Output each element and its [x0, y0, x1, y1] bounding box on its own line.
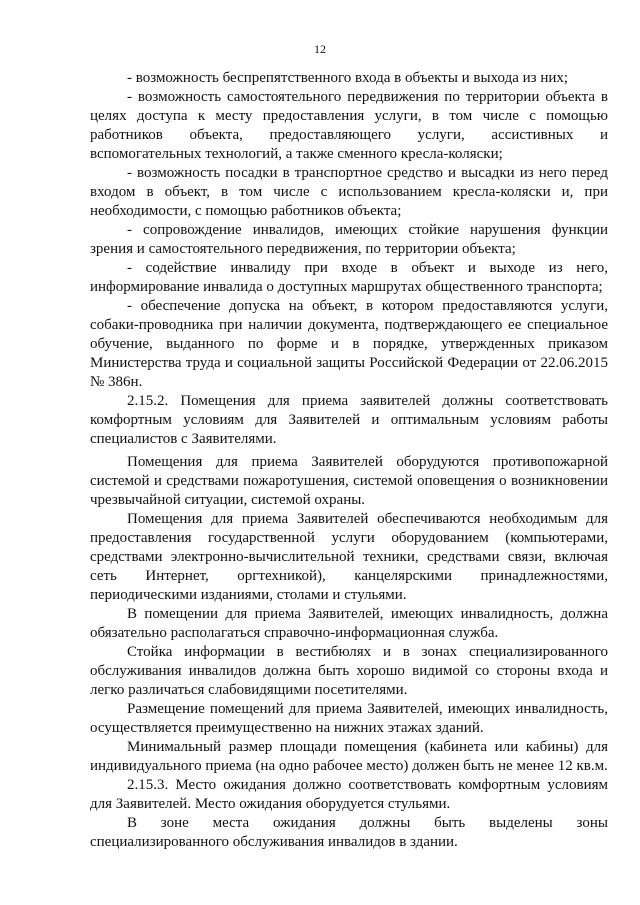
- paragraph: - возможность посадки в транспортное средство и высадки из него перед входом в объект, в том числе с использованием кресла-коляски и, при необходимости, с помощью работников объекта;: [90, 165, 608, 219]
- paragraph: Размещение помещений для приема Заявителей, имеющих инвалидность, осуществляется преимущественно на нижних этажах зданий.: [90, 701, 608, 736]
- paragraph: - обеспечение допуска на объект, в котором предоставляются услуги, собаки-проводника при наличии документа, подтверждающего ее специальное обучение, выданного по форме и в порядке, утвержденных приказом Министерства труда и социальной защиты Российской Федерации от 22.06.2015 № 386н.: [90, 298, 608, 390]
- page-number: 12: [314, 42, 326, 56]
- paragraph: - сопровождение инвалидов, имеющих стойкие нарушения функции зрения и самостоятельного передвижения, по территории объекта;: [90, 222, 608, 257]
- paragraph: - возможность беспрепятственного входа в объекты и выхода из них;: [127, 70, 569, 86]
- paragraph: Минимальный размер площади помещения (кабинета или кабины) для индивидуального приема (на одно рабочее место) должен быть не менее 12 кв.м.: [90, 739, 608, 774]
- paragraph: В помещении для приема Заявителей, имеющих инвалидность, должна обязательно располагаться справочно-информационная служба.: [90, 606, 608, 641]
- paragraph: Помещения для приема Заявителей обеспечиваются необходимым для предоставления государственной услуги оборудованием (компьютерами, средствами электронно-вычислительной техники, средствами связи, включая сеть Интернет, оргтехникой), канцелярскими принадлежностями, периодическими изданиями, столами и стульями.: [90, 511, 608, 603]
- paragraph: Помещения для приема Заявителей оборудуются противопожарной системой и средствами пожаротушения, системой оповещения о возникновении чрезвычайной ситуации, системой охраны.: [90, 454, 608, 508]
- paragraph: Стойка информации в вестибюлях и в зонах специализированного обслуживания инвалидов должна быть хорошо видимой со стороны входа и легко различаться слабовидящими посетителями.: [90, 644, 608, 698]
- paragraph: 2.15.2. Помещения для приема заявителей должны соответствовать комфортным условиям для Заявителей и оптимальным условиям работы специалистов с Заявителями.: [90, 393, 608, 447]
- paragraph: 2.15.3. Место ожидания должно соответствовать комфортным условиям для Заявителей. Место ожидания оборудуется стульями.: [90, 777, 608, 812]
- document-body: [90, 69, 608, 852]
- paragraph: - возможность самостоятельного передвижения по территории объекта в целях доступа к месту предоставления услуги, в том числе с помощью работников объекта, предоставляющего услуги, ассистивных и вспомогательных технологий, а также сменного кресла-коляски;: [90, 89, 608, 162]
- paragraph: - содействие инвалиду при входе в объект и выходе из него, информирование инвалида о доступных маршрутах общественного транспорта;: [90, 260, 608, 295]
- paragraph: В зоне места ожидания должны быть выделены зоны специализированного обслуживания инвалидов в здании.: [90, 815, 608, 850]
